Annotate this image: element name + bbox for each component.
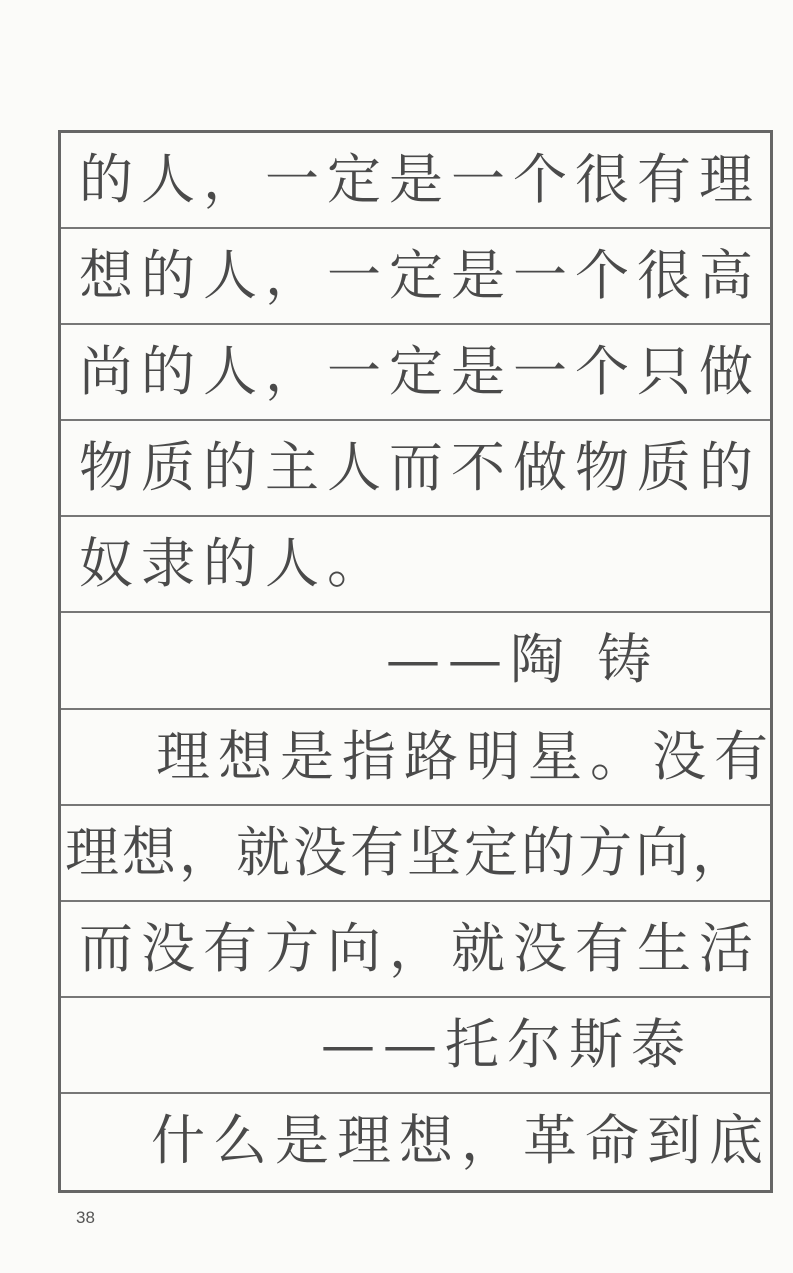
text-line: 奴隶的人。 [79,532,389,596]
attribution: ——托尔斯泰 [321,1012,693,1076]
grid-row [61,613,770,709]
grid-row [61,325,770,421]
text-line: 理想，就没有坚定的方向， [65,820,749,884]
grid-row [61,133,770,229]
grid-row [61,1094,770,1190]
grid-row [61,902,770,998]
page-number: 38 [76,1208,95,1227]
grid-row [61,421,770,517]
grid-row [61,710,776,806]
text-line: 尚的人，一定是一个只做 [79,340,761,404]
text-line: 物质的主人而不做物质的 [79,436,761,500]
text-line: 想的人，一定是一个很高 [79,244,761,308]
grid-row [61,517,770,613]
grid-row [61,806,770,902]
text-line: 而没有方向，就没有生活 [79,916,761,980]
grid-row [61,229,770,325]
attribution: ——陶 铸 [386,628,660,692]
text-line: 什么是理想，革命到底 [151,1108,771,1172]
grid-row [61,998,770,1094]
text-line: 理想是指路明星。没有 [156,724,776,788]
writing-grid [58,130,776,1193]
text-line: 的人，一定是一个很有理 [79,148,761,211]
